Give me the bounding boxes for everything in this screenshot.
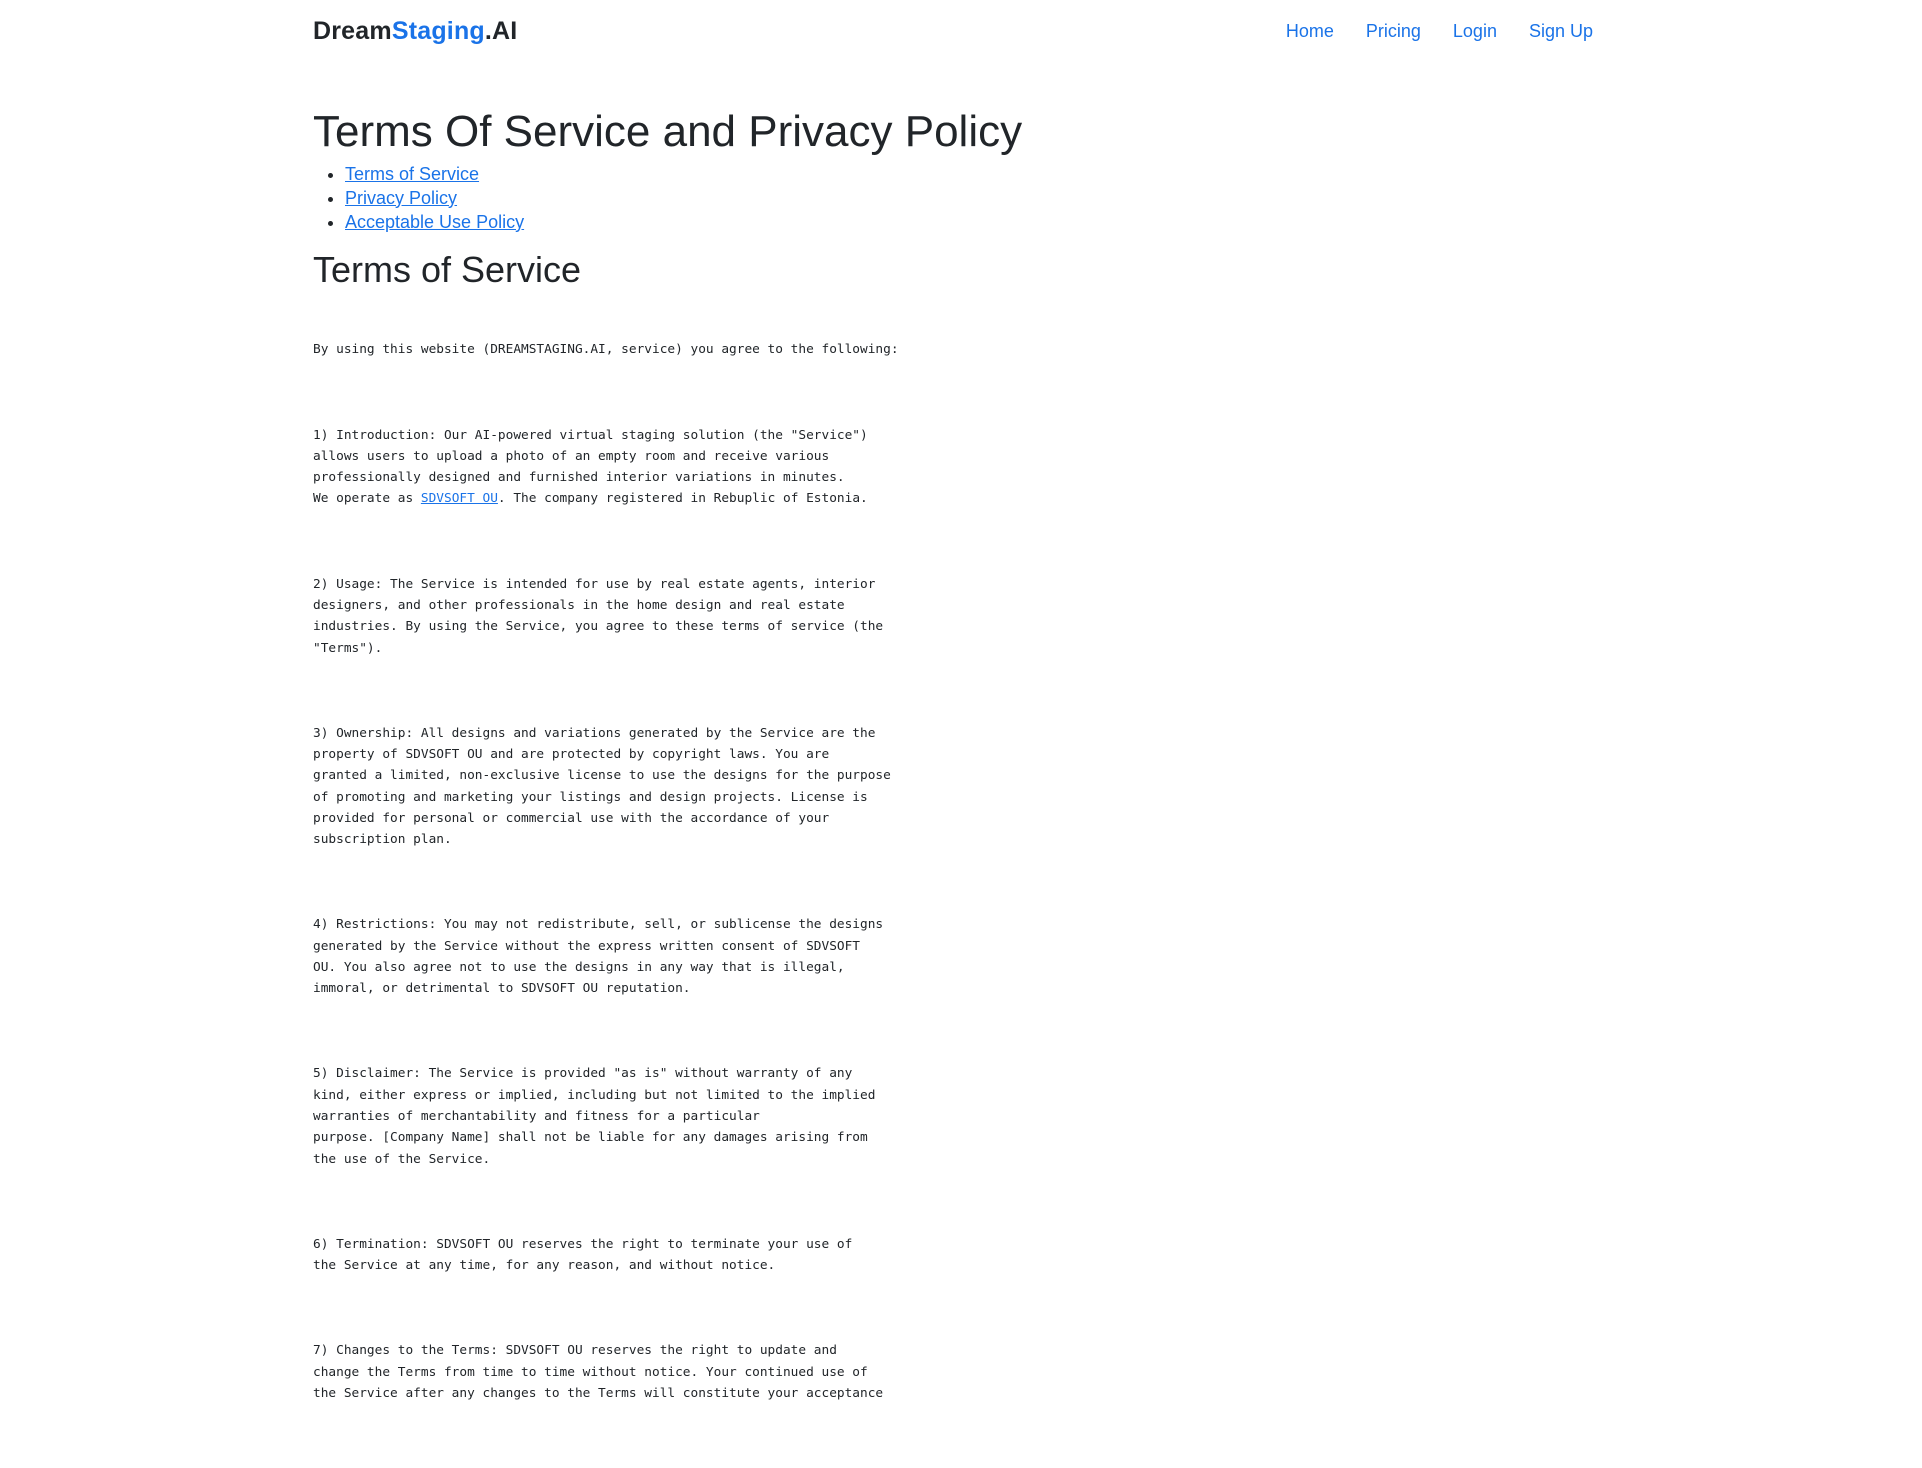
- toc-terms-link[interactable]: Terms of Service: [345, 163, 480, 184]
- terms-intro: By using this website (DREAMSTAGING.AI, service) you agree to the following:: [313, 342, 899, 358]
- sdvsoft-link[interactable]: SDVSOFT OU: [420, 491, 498, 507]
- page-container: [313, 0, 1605, 1468]
- terms-text: [313, 297, 1605, 1468]
- page-title: Terms Of Service and Privacy Policy: [313, 107, 1023, 156]
- toc-aup-link[interactable]: Acceptable Use Policy: [345, 211, 525, 232]
- main-content: [313, 107, 1605, 1468]
- nav-login-link[interactable]: Login: [1452, 20, 1497, 41]
- terms-paragraph-6: 6) Termination: SDVSOFT OU reserves the right to terminate your use of the Service at any time, for any reason, and without notice.: [313, 1236, 853, 1274]
- toc-item: [345, 210, 1605, 234]
- terms-paragraph-5: 5) Disclaimer: The Service is provided "as is" without warranty of any kind, either express or implied, including but not limited to the implied warranties of merchantability and fitness for a particular purpose. [Company Name] shall not be liable for any damages arising from the use of the Service.: [313, 1066, 876, 1167]
- terms-paragraph-1: [313, 425, 1605, 510]
- terms-p1-prefix: We operate as: [313, 491, 421, 507]
- nav-signup-link[interactable]: Sign Up: [1528, 20, 1593, 41]
- brand-logo[interactable]: [313, 17, 517, 46]
- top-navbar: [313, 0, 1605, 62]
- nav-home-link[interactable]: Home: [1285, 20, 1334, 41]
- table-of-contents: [313, 162, 1605, 234]
- terms-paragraph-4: 4) Restrictions: You may not redistribute, sell, or sublicense the designs generated by the Service without the express written consent of SDVSOFT OU. You also agree not to use the designs in any way that is illegal, immoral, or detrimental to SDVSOFT OU reputation.: [313, 917, 884, 997]
- terms-paragraph-7: 7) Changes to the Terms: SDVSOFT OU reserves the right to update and change the Terms from time to time without notice. Your continued use of the Service after any changes to the Terms will constitute your acceptance: [313, 1343, 884, 1401]
- terms-section-title: Terms of Service: [313, 248, 582, 290]
- terms-p1-suffix: . The company registered in Rebuplic of Estonia.: [497, 491, 868, 507]
- terms-p1-lines: 1) Introduction: Our AI-powered virtual staging solution (the "Service") allows users to upload a photo of an empty room and receive various professionally designed and furnished interior variations in minutes.: [313, 427, 868, 486]
- toc-privacy-link[interactable]: Privacy Policy: [345, 187, 458, 208]
- brand-part-dream: Dream: [313, 16, 392, 45]
- terms-paragraph-3: 3) Ownership: All designs and variations generated by the Service are the property of SDVSOFT OU and are protected by copyright laws. You are granted a limited, non-exclusive license to use the designs for the purpose of promoting and marketing your listings and design projects. License is provided for personal or commercial use with the accordance of your subscription plan.: [313, 725, 891, 848]
- nav-pricing-link[interactable]: Pricing: [1365, 20, 1421, 41]
- brand-part-ai: .AI: [484, 16, 518, 45]
- toc-item: [345, 186, 1605, 210]
- toc-item: [345, 162, 1605, 186]
- terms-paragraph-2: 2) Usage: The Service is intended for use by real estate agents, interior designers, and other professionals in the home design and real estate industries. By using the Service, you agree to these terms of service (the "Terms").: [313, 576, 884, 656]
- brand-part-staging: Staging: [391, 16, 485, 45]
- nav-links: [1286, 21, 1593, 42]
